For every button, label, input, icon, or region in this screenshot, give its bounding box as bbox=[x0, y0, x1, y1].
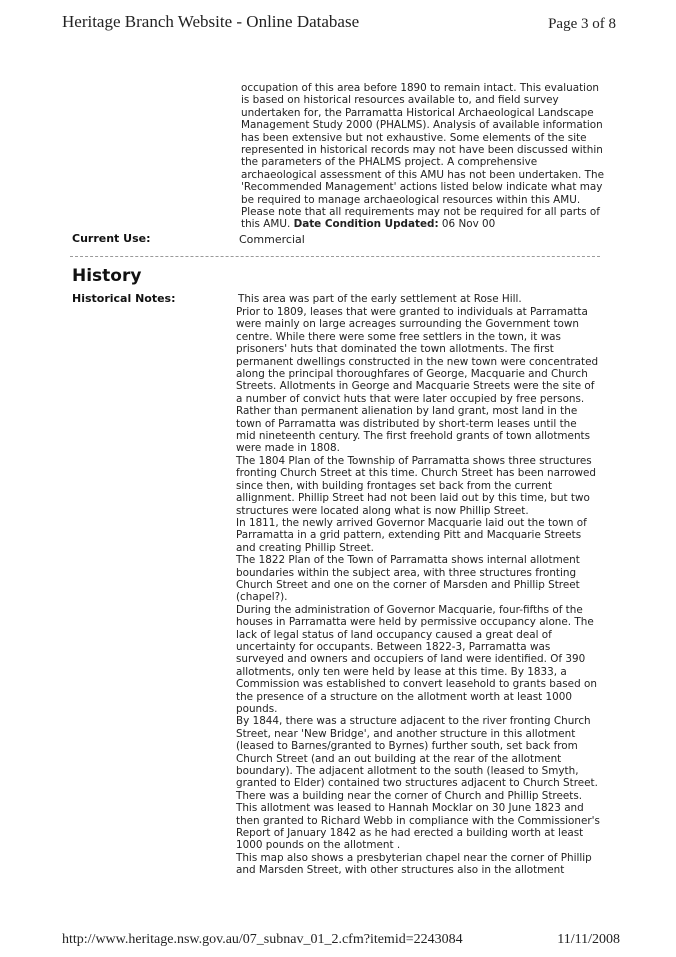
date-condition-value: 06 Nov 00 bbox=[441, 218, 496, 231]
footer-url: http://www.heritage.nsw.gov.au/07_subnav_01_2.cfm?itemid=2243084 bbox=[62, 932, 463, 947]
history-heading: History bbox=[72, 266, 142, 286]
current-use-label: Current Use: bbox=[72, 232, 151, 245]
evaluation-text: occupation of this area before 1890 to remain intact. This evaluation is based on historical resources available to, and field survey undertaken for, the Parramatta Historical Archaeological Landscape Management Study 2000 (PHALMS). Analysis of available information has been extensive but not exhaustive. Some elements of the site represented in historical records may not have been discussed within the parameters of the PHALMS project. A comprehensive archaeological assessment of this AMU has not been undertaken. The 'Recommended Management' actions listed below indicate what may be required to manage archaeological resources within this AMU. Please note that all requirements may not be required for all parts of this AMU. bbox=[241, 82, 604, 231]
section-divider bbox=[70, 256, 600, 257]
page-header-title: Heritage Branch Website - Online Database bbox=[62, 12, 360, 31]
historical-notes-text: Prior to 1809, leases that were granted to individuals at Parramatta were mainly on large acreages surrounding the Government town centre. While there were some free settlers in the town, it was prisoners' huts that dominated the town allotments. The first permanent dwellings constructed in the new town were concentrated along the principal thoroughfares of George, Macquarie and Church Streets. Allotments in George and Macquarie Streets were the site of a number of convict huts that were later occupied by free persons. Rather than permanent alienation by land grant, most land in the town of Parramatta was distributed by short-term leases until the mid nineteenth century. The first freehold grants of town allotments were made in 1808. The 1804 Plan of the Township of Parramatta shows three structures fronting Church Street at this time. Church Street has been narrowed since then, with building frontages set back from the current allignment. Phillip Street had not been laid out by this time, but two structures were located along what is now Phillip Street. In 1811, the newly arrived Governor Macquarie laid out the town of Parramatta in a grid pattern, extending Pitt and Macquarie Streets and creating Phillip Street. The 1822 Plan of the Town of Parramatta shows internal allotment boundaries within the subject area, with three structures fronting Church Street and one on the corner of Marsden and Phillip Street (chapel?). During the administration of Governor Macquarie, four-fifths of the houses in Parramatta were held by permissive occupancy alone. The lack of legal status of land occupancy caused a great deal of uncertainty for occupants. Between 1822-3, Parramatta was surveyed and owners and occupiers of land were identified. Of 390 allotments, only ten were held by lease at this time. By 1833, a Commission was established to convert leasehold to grants based on the presence of a structure on the allotment worth at least 1000 pounds. By 1844, there was a structure adjacent to the river fronting Church Street, near 'New Bridge', and another structure in this allotment (leased to Barnes/granted to Byrnes) further south, set back from Church Street (and an out building at the rear of the allotment boundary). The adjacent allotment to the south (leased to Smyth, granted to Elder) contained two structures adjacent to Church Street. There was a building near the corner of Church and Phillip Streets. This allotment was leased to Hannah Mocklar on 30 June 1823 and then granted to Richard Webb in compliance with the Commissioner's Report of January 1842 as he had erected a building worth at least 1000 pounds on the allotment . This map also shows a presbyterian chapel near the corner of Phillip and Marsden Street, with other structures also in the allotment bbox=[236, 306, 600, 877]
historical-notes-first-line: This area was part of the early settlement at Rose Hill. bbox=[238, 293, 522, 305]
page-number: Page 3 of 8 bbox=[548, 16, 616, 32]
current-use-value: Commercial bbox=[239, 233, 305, 246]
date-condition-label: Date Condition Updated: bbox=[293, 218, 439, 231]
footer-date: 11/11/2008 bbox=[557, 932, 620, 947]
historical-notes-label: Historical Notes: bbox=[72, 292, 176, 305]
evaluation-paragraph bbox=[241, 82, 621, 231]
